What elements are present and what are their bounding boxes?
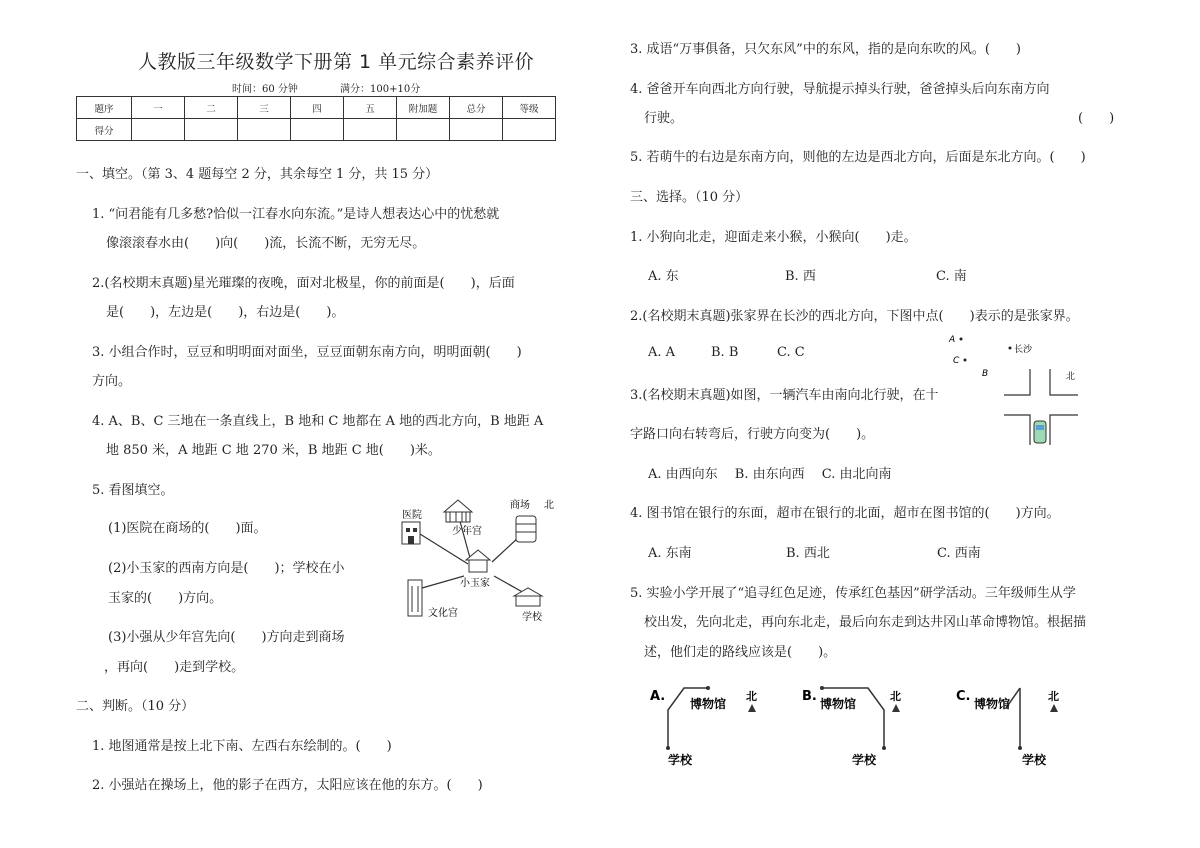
- route-a-museum: 博物馆: [690, 697, 727, 711]
- map-label-home: 小玉家: [460, 578, 490, 589]
- s1-q3-line2: 方向。: [92, 374, 132, 389]
- s3-q5-line3: 述，他们走的路线应该是( )。: [644, 645, 837, 660]
- s3-q4-option-b: B. 西北: [786, 546, 830, 561]
- s3-q1-option-a: A. 东: [648, 269, 679, 284]
- table-cell: 四: [291, 97, 344, 119]
- table-cell: 题序: [77, 97, 132, 119]
- city-map-figure: [392, 492, 564, 624]
- hospital-icon: [402, 522, 420, 544]
- route-b-school: 学校: [852, 753, 877, 767]
- s3-q2-option-c: C. C: [777, 345, 805, 360]
- route-option-a: [646, 680, 776, 772]
- dot-label-c: C: [953, 356, 960, 366]
- s3-q1-option-c: C. 南: [936, 269, 967, 284]
- s3-q4-option-a: A. 东南: [648, 546, 692, 561]
- route-c-museum: 博物馆: [974, 697, 1011, 711]
- s3-q2: 2.(名校期末真题)张家界在长沙的西北方向，下图中点( )表示的是张家界。: [630, 309, 1079, 324]
- s2-q3: 3. 成语“万事俱备，只欠东风”中的东风，指的是向东吹的风。( ): [630, 42, 1021, 57]
- s2-q1: 1. 地图通常是按上北下南、左西右东绘制的。( ): [92, 739, 392, 754]
- dot-label-changsha: 长沙: [1014, 345, 1033, 355]
- route-option-c: [956, 680, 1076, 772]
- s3-q3-options: A. 由西向东 B. 由东向西 C. 由北向南: [648, 467, 892, 482]
- score-input-cell[interactable]: [450, 119, 503, 141]
- car-icon: [1034, 421, 1046, 443]
- section-1-title: 一、填空。（第 3、4 题每空 2 分，其余每空 1 分，共 15 分）: [76, 167, 439, 182]
- route-c-school: 学校: [1022, 753, 1047, 767]
- route-c-label: C.: [956, 689, 971, 704]
- s1-q1-line1: 1. “问君能有几多愁?恰似一江春水向东流。”是诗人想表达心中的忧愁就: [92, 207, 500, 222]
- route-option-b: [802, 680, 922, 772]
- s1-q4-line1: 4. A、B、C 三地在一条直线上，B 地和 C 地都在 A 地的西北方向，B 地距 A: [92, 414, 544, 429]
- table-cell: 总分: [450, 97, 503, 119]
- map-label-hospital: 医院: [402, 510, 422, 521]
- s1-q5-3-line1: (3)小强从少年宫先向( )方向走到商场: [108, 630, 345, 645]
- school-icon: [514, 588, 542, 606]
- map-label-youth-palace: 少年宫: [452, 526, 482, 537]
- score-input-cell[interactable]: [344, 119, 397, 141]
- youth-palace-icon: [444, 500, 472, 522]
- map-label-culture-palace: 文化宫: [428, 608, 458, 619]
- score-input-cell[interactable]: [503, 119, 556, 141]
- table-cell: 五: [344, 97, 397, 119]
- s1-q5-1: (1)医院在商场的( )面。: [108, 521, 267, 536]
- s1-q5-2-line1: (2)小玉家的西南方向是( )；学校在小: [108, 561, 345, 576]
- s2-q5: 5. 若萌牛的右边是东南方向，则他的左边是西北方向，后面是东北方向。( ): [630, 150, 1086, 165]
- dot-label-a: A: [949, 335, 956, 345]
- s3-q1: 1. 小狗向北走，迎面走来小猴，小猴向( )走。: [630, 230, 917, 245]
- route-a-label: A.: [650, 689, 666, 704]
- route-a-north: 北: [746, 690, 757, 703]
- s2-q4-line1: 4. 爸爸开车向西北方向行驶，导航提示掉头行驶，爸爸掉头后向东南方向: [630, 82, 1050, 97]
- score-input-cell[interactable]: [397, 119, 450, 141]
- table-cell: 等级: [503, 97, 556, 119]
- route-b-label: B.: [802, 689, 817, 704]
- s1-q5-3-line2: ，再向( )走到学校。: [104, 660, 245, 675]
- exam-time: 时间：60 分钟: [232, 84, 298, 95]
- map-label-north: 北: [544, 500, 554, 511]
- score-input-cell[interactable]: [185, 119, 238, 141]
- crossroad-north-label: 北: [1066, 372, 1076, 382]
- mall-icon: [516, 516, 536, 542]
- table-cell: 得分: [77, 119, 132, 141]
- s1-q5-2-line2: 玉家的( )方向。: [108, 591, 223, 606]
- s2-q4-line2: 行驶。: [644, 111, 684, 126]
- route-b-museum: 博物馆: [820, 697, 857, 711]
- score-table-header-row: [77, 97, 556, 119]
- map-label-mall: 商场: [510, 500, 530, 511]
- s3-q5-line1: 5. 实验小学开展了“追寻红色足迹，传承红色基因”研学活动。三年级师生从学: [630, 586, 1076, 601]
- s1-q2-line1: 2.(名校期末真题)星光璀璨的夜晚，面对北极星，你的前面是( )，后面: [92, 276, 515, 291]
- s3-q1-option-b: B. 西: [785, 269, 816, 284]
- s1-q3-line1: 3. 小组合作时，豆豆和明明面对面坐，豆豆面朝东南方向，明明面朝( ): [92, 345, 522, 360]
- section-2-title: 二、判断。（10 分）: [76, 699, 195, 714]
- page-title: 人教版三年级数学下册第 1 单元综合素养评价: [138, 51, 535, 73]
- s2-q2: 2. 小强站在操场上，他的影子在西方，太阳应该在他的东方。( ): [92, 778, 483, 793]
- s3-q2-option-a: A. A: [648, 345, 676, 360]
- s1-q1-line2: 像滚滚春水由( )向( )流，长流不断，无穷无尽。: [106, 236, 426, 251]
- table-cell: 一: [132, 97, 185, 119]
- score-table: [76, 96, 556, 141]
- table-cell: 三: [238, 97, 291, 119]
- table-cell: 附加题: [397, 97, 450, 119]
- s1-q5: 5. 看图填空。: [92, 483, 174, 498]
- exam-total-score: 满分：100+10分: [340, 84, 421, 95]
- s3-q3-line2: 字路口向右转弯后，行驶方向变为( )。: [630, 427, 875, 442]
- dot-label-b: B: [982, 369, 989, 379]
- score-input-cell[interactable]: [238, 119, 291, 141]
- score-input-cell[interactable]: [291, 119, 344, 141]
- s1-q4-line2: 地 850 米，A 地距 C 地 270 米，B 地距 C 地( )米。: [106, 443, 441, 458]
- table-cell: 二: [185, 97, 238, 119]
- score-table-score-row: [77, 119, 556, 141]
- s3-q3-line1: 3.(名校期末真题)如图，一辆汽车由南向北行驶，在十: [630, 388, 939, 403]
- culture-palace-icon: [408, 580, 422, 616]
- map-label-school: 学校: [522, 612, 542, 623]
- section-3-title: 三、选择。（10 分）: [630, 190, 749, 205]
- crossroad-figure: [1000, 365, 1082, 449]
- s3-q5-line2: 校出发，先向北走，再向东北走，最后向东走到达井冈山革命博物馆。根据描: [644, 615, 1087, 630]
- route-c-north: 北: [1048, 690, 1059, 703]
- route-b-north: 北: [890, 690, 901, 703]
- s3-q2-option-b: B. B: [711, 345, 739, 360]
- s3-q4-option-c: C. 西南: [937, 546, 981, 561]
- route-a-school: 学校: [668, 753, 693, 767]
- home-icon: [466, 550, 490, 572]
- s3-q4: 4. 图书馆在银行的东面，超市在银行的北面，超市在图书馆的( )方向。: [630, 506, 1060, 521]
- s2-q4-answer-blank: ( ): [1078, 111, 1115, 126]
- score-input-cell[interactable]: [132, 119, 185, 141]
- s1-q2-line2: 是( )，左边是( )，右边是( )。: [106, 305, 345, 320]
